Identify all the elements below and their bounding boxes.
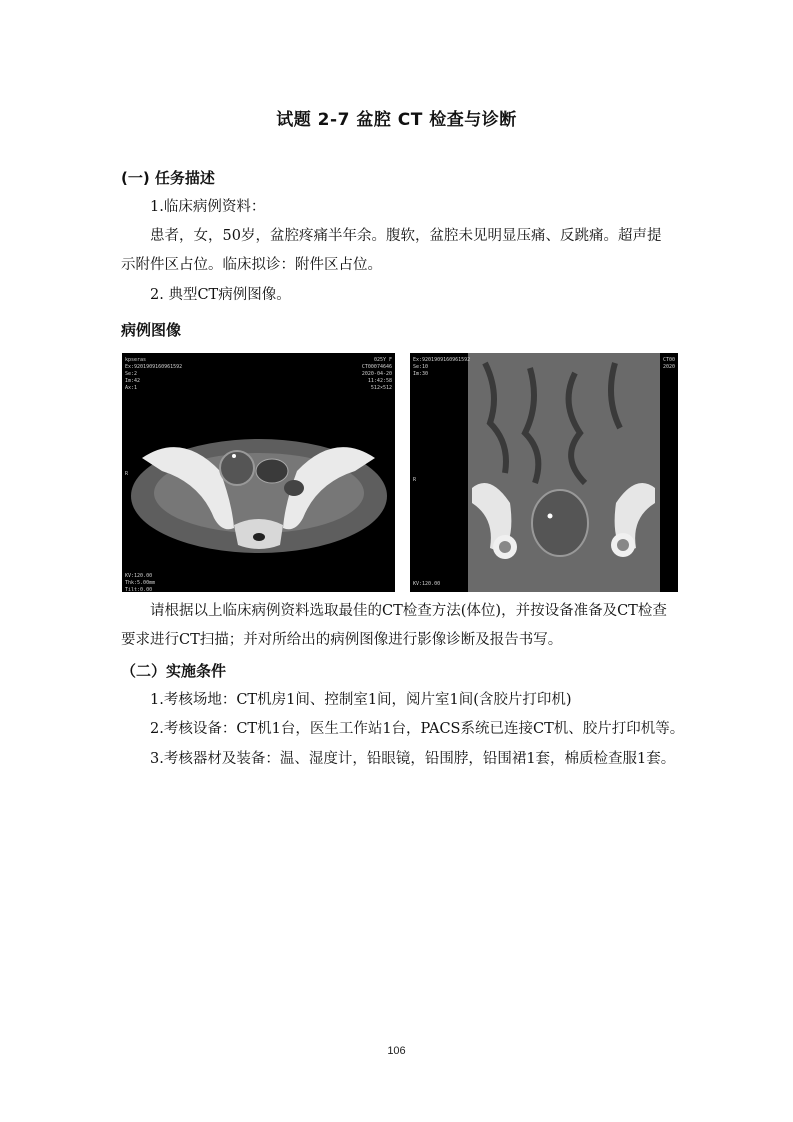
section-heading-conditions: （二）实施条件 — [121, 662, 227, 680]
item-typical-images: 2. 典型CT病例图像。 — [150, 287, 291, 303]
bowel-loop — [284, 480, 304, 496]
overlay-tr2: CT00074646 — [361, 364, 392, 370]
images-heading: 病例图像 — [121, 321, 182, 339]
bowel — [256, 459, 288, 483]
ct-axial-image — [122, 353, 395, 592]
case-line-1: 患者，女，50岁，盆腔疼痛半年余。腹软，盆腔未见明显压痛、反跳痛。超声提 — [150, 228, 662, 244]
condition-materials: 3.考核器材及装备：温、湿度计，铅眼镜，铅围脖，铅围裙1套，棉质检查服1套。 — [150, 751, 676, 767]
overlay-r-tr1: CT00 — [662, 357, 675, 363]
calcification — [232, 454, 236, 458]
pelvic-mass-coronal — [532, 490, 588, 556]
overlay-r-tl3: Im:30 — [413, 371, 429, 377]
overlay-bl2: Thk:5.00mm — [125, 580, 156, 586]
overlay-bl1: KV:120.00 — [125, 573, 153, 579]
overlay-tr3: 2020-04-20 — [361, 371, 392, 377]
ct-coronal-image — [410, 353, 678, 592]
overlay-bl3: Tilt:0.00 — [125, 587, 153, 592]
condition-equipment: 2.考核设备：CT机1台，医生工作站1台，PACS系统已连接CT机、胶片打印机等。 — [150, 721, 685, 737]
case-line-2: 示附件区占位。临床拟诊：附件区占位。 — [121, 257, 382, 273]
overlay-r-bl1: KV:120.00 — [413, 581, 441, 587]
instruction-line-1: 请根据以上临床病例资料选取最佳的CT检查方法(体位)，并按设备准备及CT检查 — [150, 603, 667, 619]
page-number: 106 — [387, 1045, 406, 1057]
overlay-tl1: kpseras — [125, 357, 147, 363]
overlay-side: R — [125, 471, 129, 477]
instruction-line-2: 要求进行CT扫描；并对所给出的病例图像进行影像诊断及报告书写。 — [121, 632, 563, 648]
adnexal-mass — [220, 451, 254, 485]
left-femoral-head-center — [499, 541, 511, 553]
page-title: 试题 2-7 盆腔 CT 检查与诊断 — [276, 110, 517, 130]
overlay-tl3: Se:2 — [125, 371, 138, 377]
overlay-tr1: 025Y F — [373, 357, 392, 363]
overlay-r-tl1: Ex:9201909160961592 — [413, 357, 471, 363]
right-femoral-head-center — [617, 539, 629, 551]
overlay-tl2: Ex:9201909160961592 — [125, 364, 183, 370]
overlay-r-tl2: Se:10 — [413, 364, 429, 370]
calcification-coronal — [548, 514, 553, 519]
section-heading-task: (一) 任务描述 — [121, 169, 215, 187]
overlay-tr5: 512×512 — [370, 385, 392, 391]
condition-site: 1.考核场地：CT机房1间、控制室1间，阅片室1间(含胶片打印机) — [150, 692, 572, 708]
overlay-tl4: Im:42 — [125, 378, 141, 384]
overlay-tr4: 11:42:58 — [367, 378, 392, 384]
overlay-r-side: R — [413, 477, 417, 483]
ct-axial-graphic — [122, 353, 395, 592]
ct-coronal-graphic — [410, 353, 678, 592]
item-clinical-data: 1.临床病例资料： — [150, 199, 266, 215]
spinal-canal — [253, 533, 265, 541]
overlay-r-tr2: 2020 — [662, 364, 675, 370]
overlay-tl5: Ax:1 — [125, 385, 138, 391]
